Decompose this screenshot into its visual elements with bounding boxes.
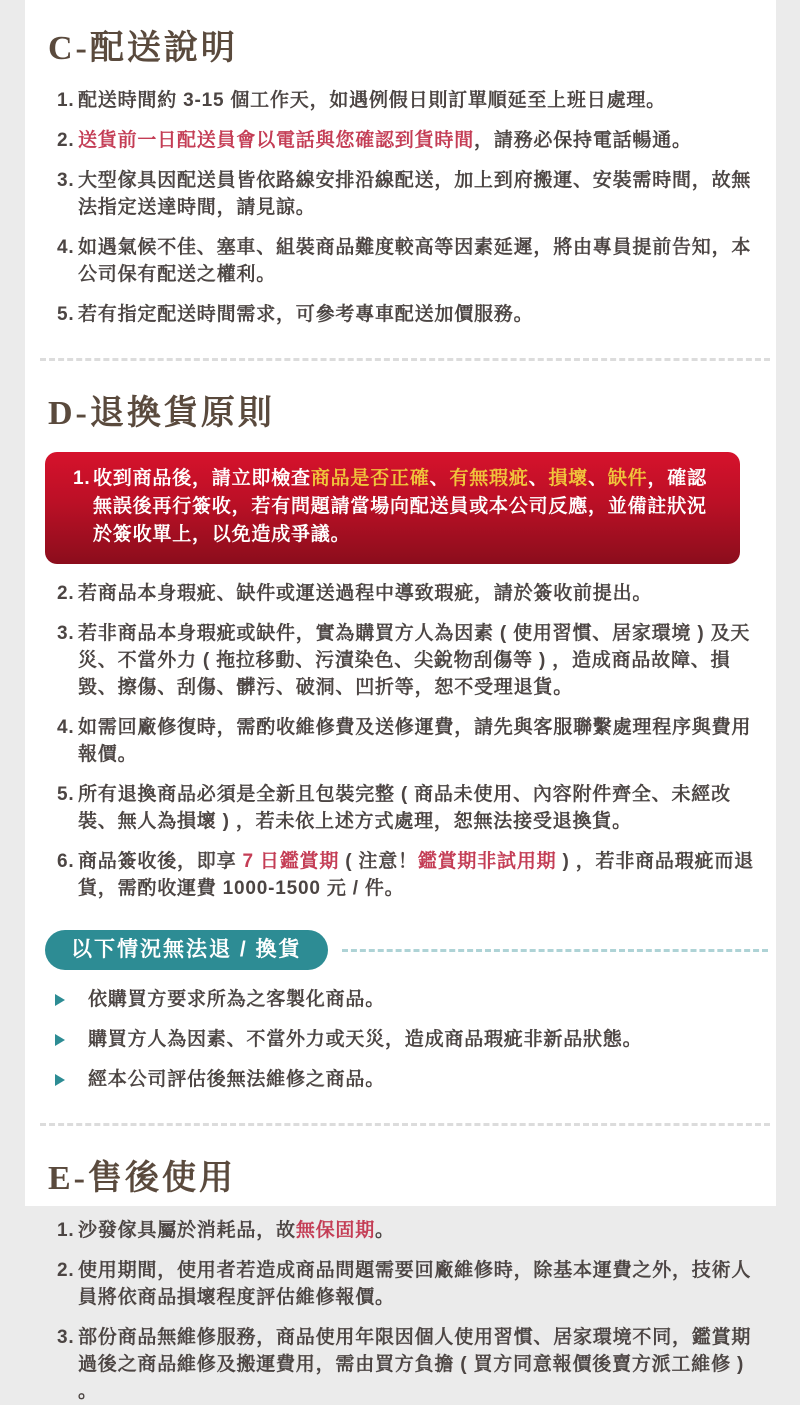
triangle-bullet-icon	[55, 1034, 75, 1046]
item-text	[78, 234, 762, 288]
returns-highlight-box	[45, 452, 740, 564]
text-segment: 配送時間約 3-15 個工作天，如遇例假日則訂單順延至上班日處理。	[78, 90, 666, 111]
list-item	[57, 1217, 762, 1244]
triangle-bullet-icon	[55, 1074, 75, 1086]
text-segment-red: 7 日鑑賞期	[242, 851, 340, 872]
item-number: 3.	[57, 623, 75, 644]
text-segment-red: 無保固期	[295, 1220, 376, 1241]
bullet-item	[55, 986, 762, 1013]
item-text	[78, 301, 762, 328]
item-text	[78, 620, 762, 701]
section-title-aftersales: E-售後使用	[48, 1160, 236, 1197]
bullet-text: 依購買方要求所為之客製化商品。	[88, 989, 386, 1010]
item-number: 4.	[57, 717, 75, 738]
section-divider	[40, 1123, 770, 1126]
item-text	[78, 781, 762, 835]
text-segment: 使用期間，使用者若造成商品問題需要回廠維修時，除基本運費之外，技術人員將依商品損壞程度評估維修報價。	[78, 1260, 752, 1308]
triangle-bullet-icon	[55, 994, 75, 1006]
list-item	[57, 580, 762, 607]
item-text	[78, 714, 762, 768]
text-segment-red: 鑑賞期非試用期	[417, 851, 557, 872]
text-segment: 商品簽收後，即享	[78, 851, 243, 872]
section-title-delivery: C-配送說明	[48, 30, 238, 67]
section-title-returns: D-退換貨原則	[48, 395, 275, 432]
section-aftersales	[25, 1150, 776, 1405]
list-item	[57, 848, 762, 902]
text-segment: ，確認無誤後再行簽收，若有問題請當場向配送員或本公司反應，並備註狀況於簽收單上，以免造成爭議。	[93, 468, 707, 545]
text-segment: 。	[375, 1220, 395, 1241]
list-item	[57, 714, 762, 768]
bullet-text: 經本公司評估後無法維修之商品。	[88, 1069, 386, 1090]
item-text	[78, 127, 762, 154]
item-number: 3.	[57, 1327, 75, 1348]
item-number: 6.	[57, 851, 75, 872]
text-segment-yellow: 商品是否正確	[310, 468, 430, 489]
text-segment: 、	[528, 468, 549, 489]
item-number: 1.	[57, 1220, 75, 1241]
list-item	[57, 1324, 762, 1405]
highlight-text	[93, 465, 714, 549]
text-segment: ) ，若非商品瑕疵而退貨，需酌收運費 1000-1500 元 / 件。	[78, 851, 754, 899]
item-number: 2.	[57, 130, 75, 151]
list-item	[57, 234, 762, 288]
bullet-text: 購買方人為因素、不當外力或天災，造成商品瑕疵非新品狀態。	[88, 1029, 643, 1050]
text-segment-yellow: 損壞	[548, 468, 589, 489]
text-segment: 如需回廠修復時，需酌收維修費及送修運費，請先與客服聯繫處理程序與費用報價。	[78, 717, 752, 765]
item-number: 3.	[57, 170, 75, 191]
text-segment: 收到商品後，請立即檢查	[93, 468, 311, 489]
text-segment-yellow: 缺件	[607, 468, 648, 489]
section-divider	[40, 358, 770, 361]
text-segment: 沙發傢具屬於消耗品，故	[78, 1220, 296, 1241]
no-return-badge: 以下情況無法退 / 換貨	[45, 930, 328, 970]
item-number: 1.	[57, 90, 75, 111]
list-item	[57, 781, 762, 835]
list-item	[57, 620, 762, 701]
item-number: 2.	[57, 1260, 75, 1281]
text-segment: 大型傢具因配送員皆依路線安排沿線配送，加上到府搬運、安裝需時間，故無法指定送達時間，請見諒。	[78, 170, 752, 218]
no-return-badge-row	[45, 930, 768, 970]
item-text	[78, 1257, 762, 1311]
content-card	[25, 0, 776, 1402]
text-segment: 、	[429, 468, 450, 489]
badge-dotted-line	[342, 949, 768, 952]
item-number: 5.	[57, 304, 75, 325]
list-item	[57, 127, 762, 154]
text-segment-red: 送貨前一日配送員會以電話與您確認到貨時間	[78, 130, 475, 151]
list-item	[57, 167, 762, 221]
item-text	[78, 580, 762, 607]
text-segment: 部份商品無維修服務，商品使用年限因個人使用習慣、居家環境不同，鑑賞期過後之商品維修及搬運費用，需由買方負擔 ( 買方同意報價後賣方派工維修 ) 。	[78, 1327, 752, 1402]
item-text	[78, 167, 762, 221]
item-text	[78, 1217, 762, 1244]
section-delivery	[25, 20, 776, 328]
item-text	[78, 848, 762, 902]
text-segment: 、	[588, 468, 608, 489]
list-item	[57, 1257, 762, 1311]
bullet-item	[55, 1026, 762, 1053]
list-item	[57, 301, 762, 328]
bullet-item	[55, 1066, 762, 1093]
text-segment: 若有指定配送時間需求，可參考專車配送加價服務。	[78, 304, 534, 325]
item-text	[78, 87, 762, 114]
text-segment-yellow: 有無瑕疵	[449, 468, 529, 489]
text-segment: 如遇氣候不佳、塞車、組裝商品難度較高等因素延遲，將由專員提前告知，本公司保有配送之權利。	[78, 237, 752, 285]
item-number: 1.	[73, 468, 91, 489]
section-returns	[25, 385, 776, 1093]
text-segment: ( 注意！	[339, 851, 418, 872]
item-number: 2.	[57, 583, 75, 604]
text-segment: 所有退換商品必須是全新且包裝完整 ( 商品未使用、內容附件齊全、未經改裝、無人為損壞 ) ，若未依上述方式處理，恕無法接受退換貨。	[78, 784, 731, 832]
list-item	[57, 87, 762, 114]
item-number: 4.	[57, 237, 75, 258]
text-segment: 若商品本身瑕疵、缺件或運送過程中導致瑕疵，請於簽收前提出。	[78, 583, 653, 604]
text-segment: 若非商品本身瑕疵或缺件，實為購買方人為因素 ( 使用習慣、居家環境 ) 及天災、不當外力 ( 拖拉移動、污漬染色、尖銳物刮傷等 ) ，造成商品故障、損毀、擦傷、刮傷、髒污、破洞、凹折等，恕不受理退貨。	[78, 623, 751, 698]
text-segment: ，請務必保持電話暢通。	[474, 130, 692, 151]
item-number: 5.	[57, 784, 75, 805]
item-text	[78, 1324, 762, 1405]
